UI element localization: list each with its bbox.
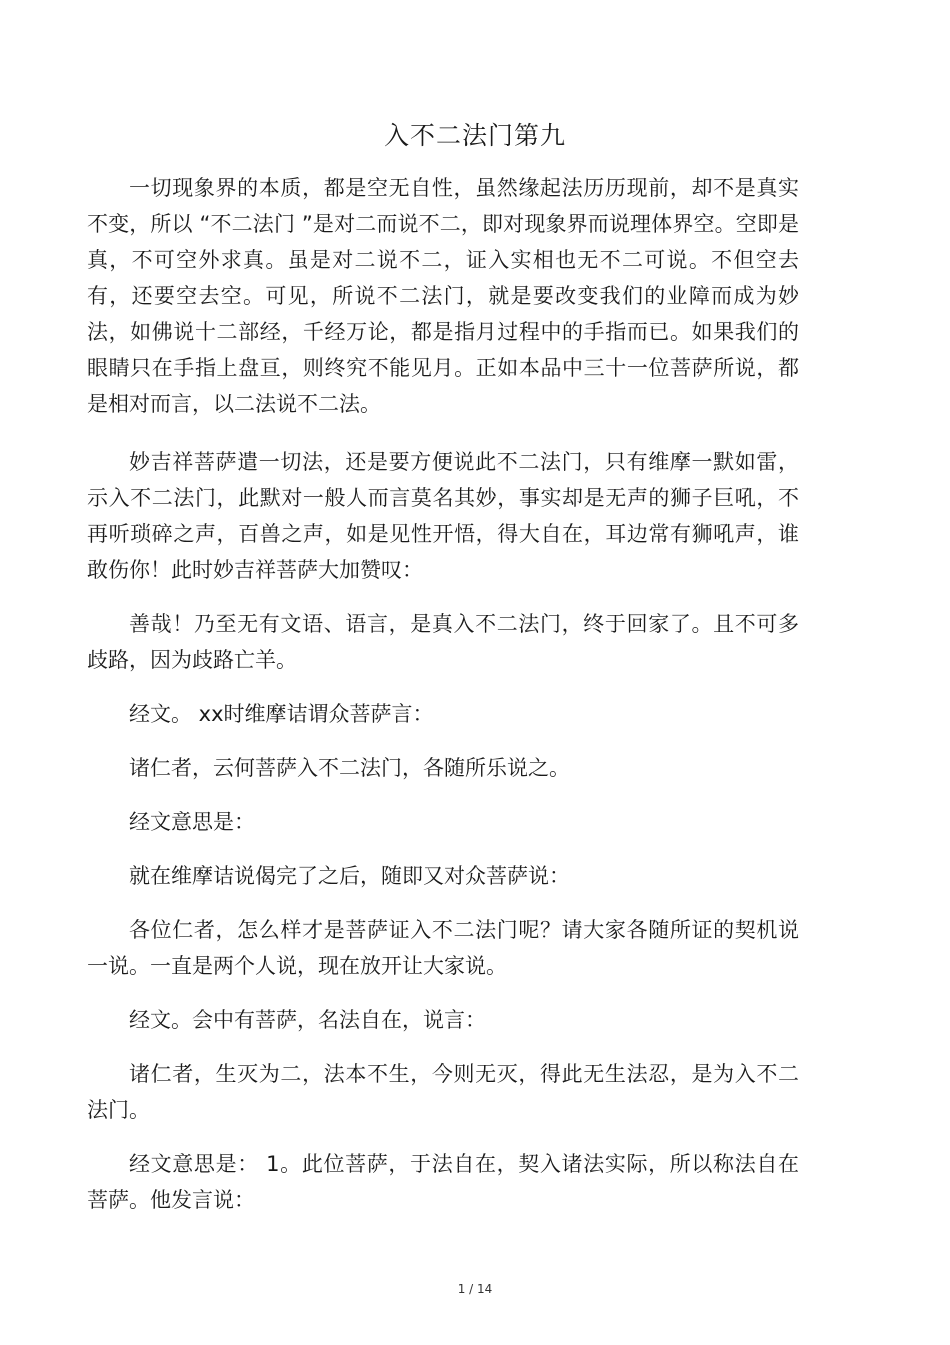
paragraph: 诸仁者，生灭为二，法本不生，今则无灭，得此无生法忍，是为入不二法门。 — [87, 1062, 799, 1122]
paragraph: 诸仁者，云何菩萨入不二法门，各随所乐说之。 — [129, 756, 570, 780]
page-number: 1 / 14 — [457, 1282, 493, 1296]
paragraph: 经文意思是： — [129, 810, 255, 834]
paragraph: 经文意思是： 1。此位菩萨，于法自在，契入诸法实际，所以称法自在菩萨。他发言说： — [87, 1152, 799, 1212]
document-body — [87, 170, 799, 1218]
paragraph: 善哉！乃至无有文语、语言，是真入不二法门，终于回家了。且不可多歧路，因为歧路亡羊。 — [87, 612, 799, 672]
paragraph: 一切现象界的本质，都是空无自性，虽然缘起法历历现前，却不是真实不变，所以 “不二法门 ”是对二而说不二，即对现象界而说理体界空。空即是真，不可空外求真。虽是对二说不二，证入实相也无不二可说。不但空去有，还要空去空。可见，所说不二法门，就是要改变我们的业障而成为妙法，如佛说十二部经，千经万论，都是指月过程中的手指而已。如果我们的眼睛只在手指上盘亘，则终究不能见月。正如本品中三十一位菩萨所说，都是相对而言，以二法说不二法。 — [87, 176, 799, 416]
paragraph: 经文。 xx时维摩诘谓众菩萨言： — [129, 702, 434, 726]
paragraph: 各位仁者，怎么样才是菩萨证入不二法门呢？请大家各随所证的契机说一说。一直是两个人说，现在放开让大家说。 — [87, 918, 799, 978]
paragraph: 经文。会中有菩萨，名法自在，说言： — [129, 1008, 486, 1032]
document-title: 入不二法门第九 — [383, 121, 566, 150]
paragraph: 就在维摩诘说偈完了之后，随即又对众菩萨说： — [129, 864, 570, 888]
paragraph: 妙吉祥菩萨遣一切法，还是要方便说此不二法门，只有维摩一默如雷，示入不二法门，此默对一般人而言莫名其妙，事实却是无声的狮子巨吼，不再听琐碎之声，百兽之声，如是见性开悟，得大自在，耳边常有狮吼声，谁敢伤你！此时妙吉祥菩萨大加赞叹： — [87, 450, 799, 582]
